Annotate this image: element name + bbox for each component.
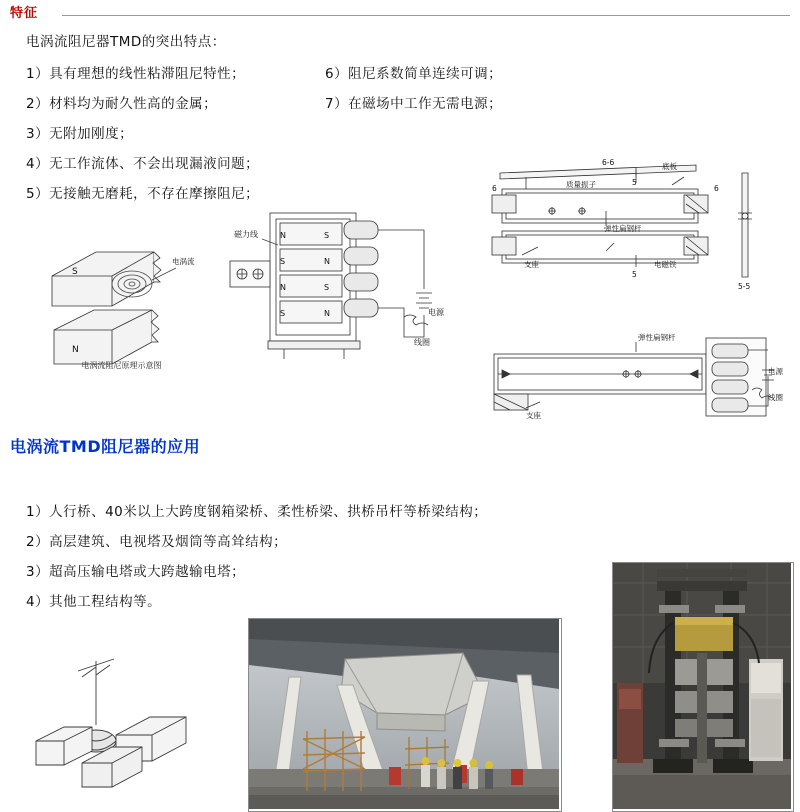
- svg-text:5: 5: [632, 178, 637, 187]
- svg-text:N: N: [280, 231, 286, 240]
- label-power-elev: 电源: [768, 367, 783, 376]
- figure-damper-sketch: [30, 655, 230, 800]
- feature-item-6: 6）阻尼系数简单连续可调；: [325, 66, 503, 82]
- label-support: 支座: [524, 260, 539, 269]
- feature-item-5: 5）无接触无磨耗，不存在摩擦阻尼；: [26, 186, 260, 202]
- label-power-source: 电源: [428, 308, 444, 317]
- svg-text:5: 5: [632, 270, 637, 279]
- application-item-1: 1）人行桥、40米以上大跨度钢箱梁桥、柔性桥梁、拱桥吊杆等桥梁结构；: [26, 504, 488, 520]
- svg-text:S: S: [280, 257, 286, 266]
- svg-text:6: 6: [492, 184, 497, 193]
- label-elastic-bar-elev: 弹性扁钢杆: [638, 333, 676, 342]
- feature-item-4: 4）无工作流体、不会出现漏液问题；: [26, 156, 260, 172]
- label-support-elev: 支座: [526, 411, 541, 420]
- label-n-pole: N: [72, 345, 79, 355]
- features-lead: 电涡流阻尼器TMD的突出特点：: [26, 34, 226, 50]
- feature-item-7: 7）在磁场中工作无需电源；: [325, 96, 503, 112]
- label-mass-oscillator: 质量振子: [566, 180, 596, 189]
- feature-item-2: 2）材料均为耐久性高的金属；: [26, 96, 218, 112]
- figure-elevation-view: [486, 330, 786, 445]
- svg-text:N: N: [280, 283, 286, 292]
- page-title: 特征: [10, 6, 39, 21]
- svg-text:6: 6: [714, 184, 719, 193]
- figure-magnet-coil: [228, 205, 468, 355]
- label-eddy-current: 电涡流: [172, 257, 195, 266]
- svg-text:S: S: [324, 283, 330, 292]
- label-s-pole: S: [72, 267, 78, 277]
- page-header: [0, 2, 800, 24]
- svg-text:S: S: [324, 231, 330, 240]
- svg-text:N: N: [324, 309, 330, 318]
- application-item-2: 2）高层建筑、电视塔及烟筒等高耸结构；: [26, 534, 288, 550]
- label-field-lines: 磁力线: [234, 230, 258, 239]
- photo-bridge-construction: [248, 618, 562, 812]
- application-item-3: 3）超高压输电塔或大跨越输电塔；: [26, 564, 246, 580]
- label-coil-elev: 线圈: [768, 393, 783, 402]
- photo-lab-test-rig: [612, 562, 794, 812]
- figure-eddy-principle: [34, 218, 209, 378]
- figure-plan-view: [486, 155, 786, 300]
- svg-text:N: N: [324, 257, 330, 266]
- application-item-4: 4）其他工程结构等。: [26, 594, 162, 610]
- application-title: 电涡流TMD阻尼器的应用: [10, 437, 201, 456]
- feature-item-1: 1）具有理想的线性粘滞阻尼特性；: [26, 66, 246, 82]
- label-elastic-bar: 弹性扁钢杆: [604, 224, 642, 233]
- header-divider: [62, 15, 790, 16]
- svg-text:S: S: [280, 309, 286, 318]
- label-section-66: 6-6: [602, 158, 615, 167]
- label-electromagnet: 电磁铁: [654, 260, 677, 269]
- feature-item-3: 3）无附加刚度；: [26, 126, 134, 142]
- figure-eddy-caption: 电涡流阻尼原理示意图: [81, 361, 162, 370]
- label-section-55: 5-5: [738, 282, 751, 291]
- label-baseplate: 底板: [662, 162, 677, 171]
- label-coil: 线圈: [414, 338, 430, 347]
